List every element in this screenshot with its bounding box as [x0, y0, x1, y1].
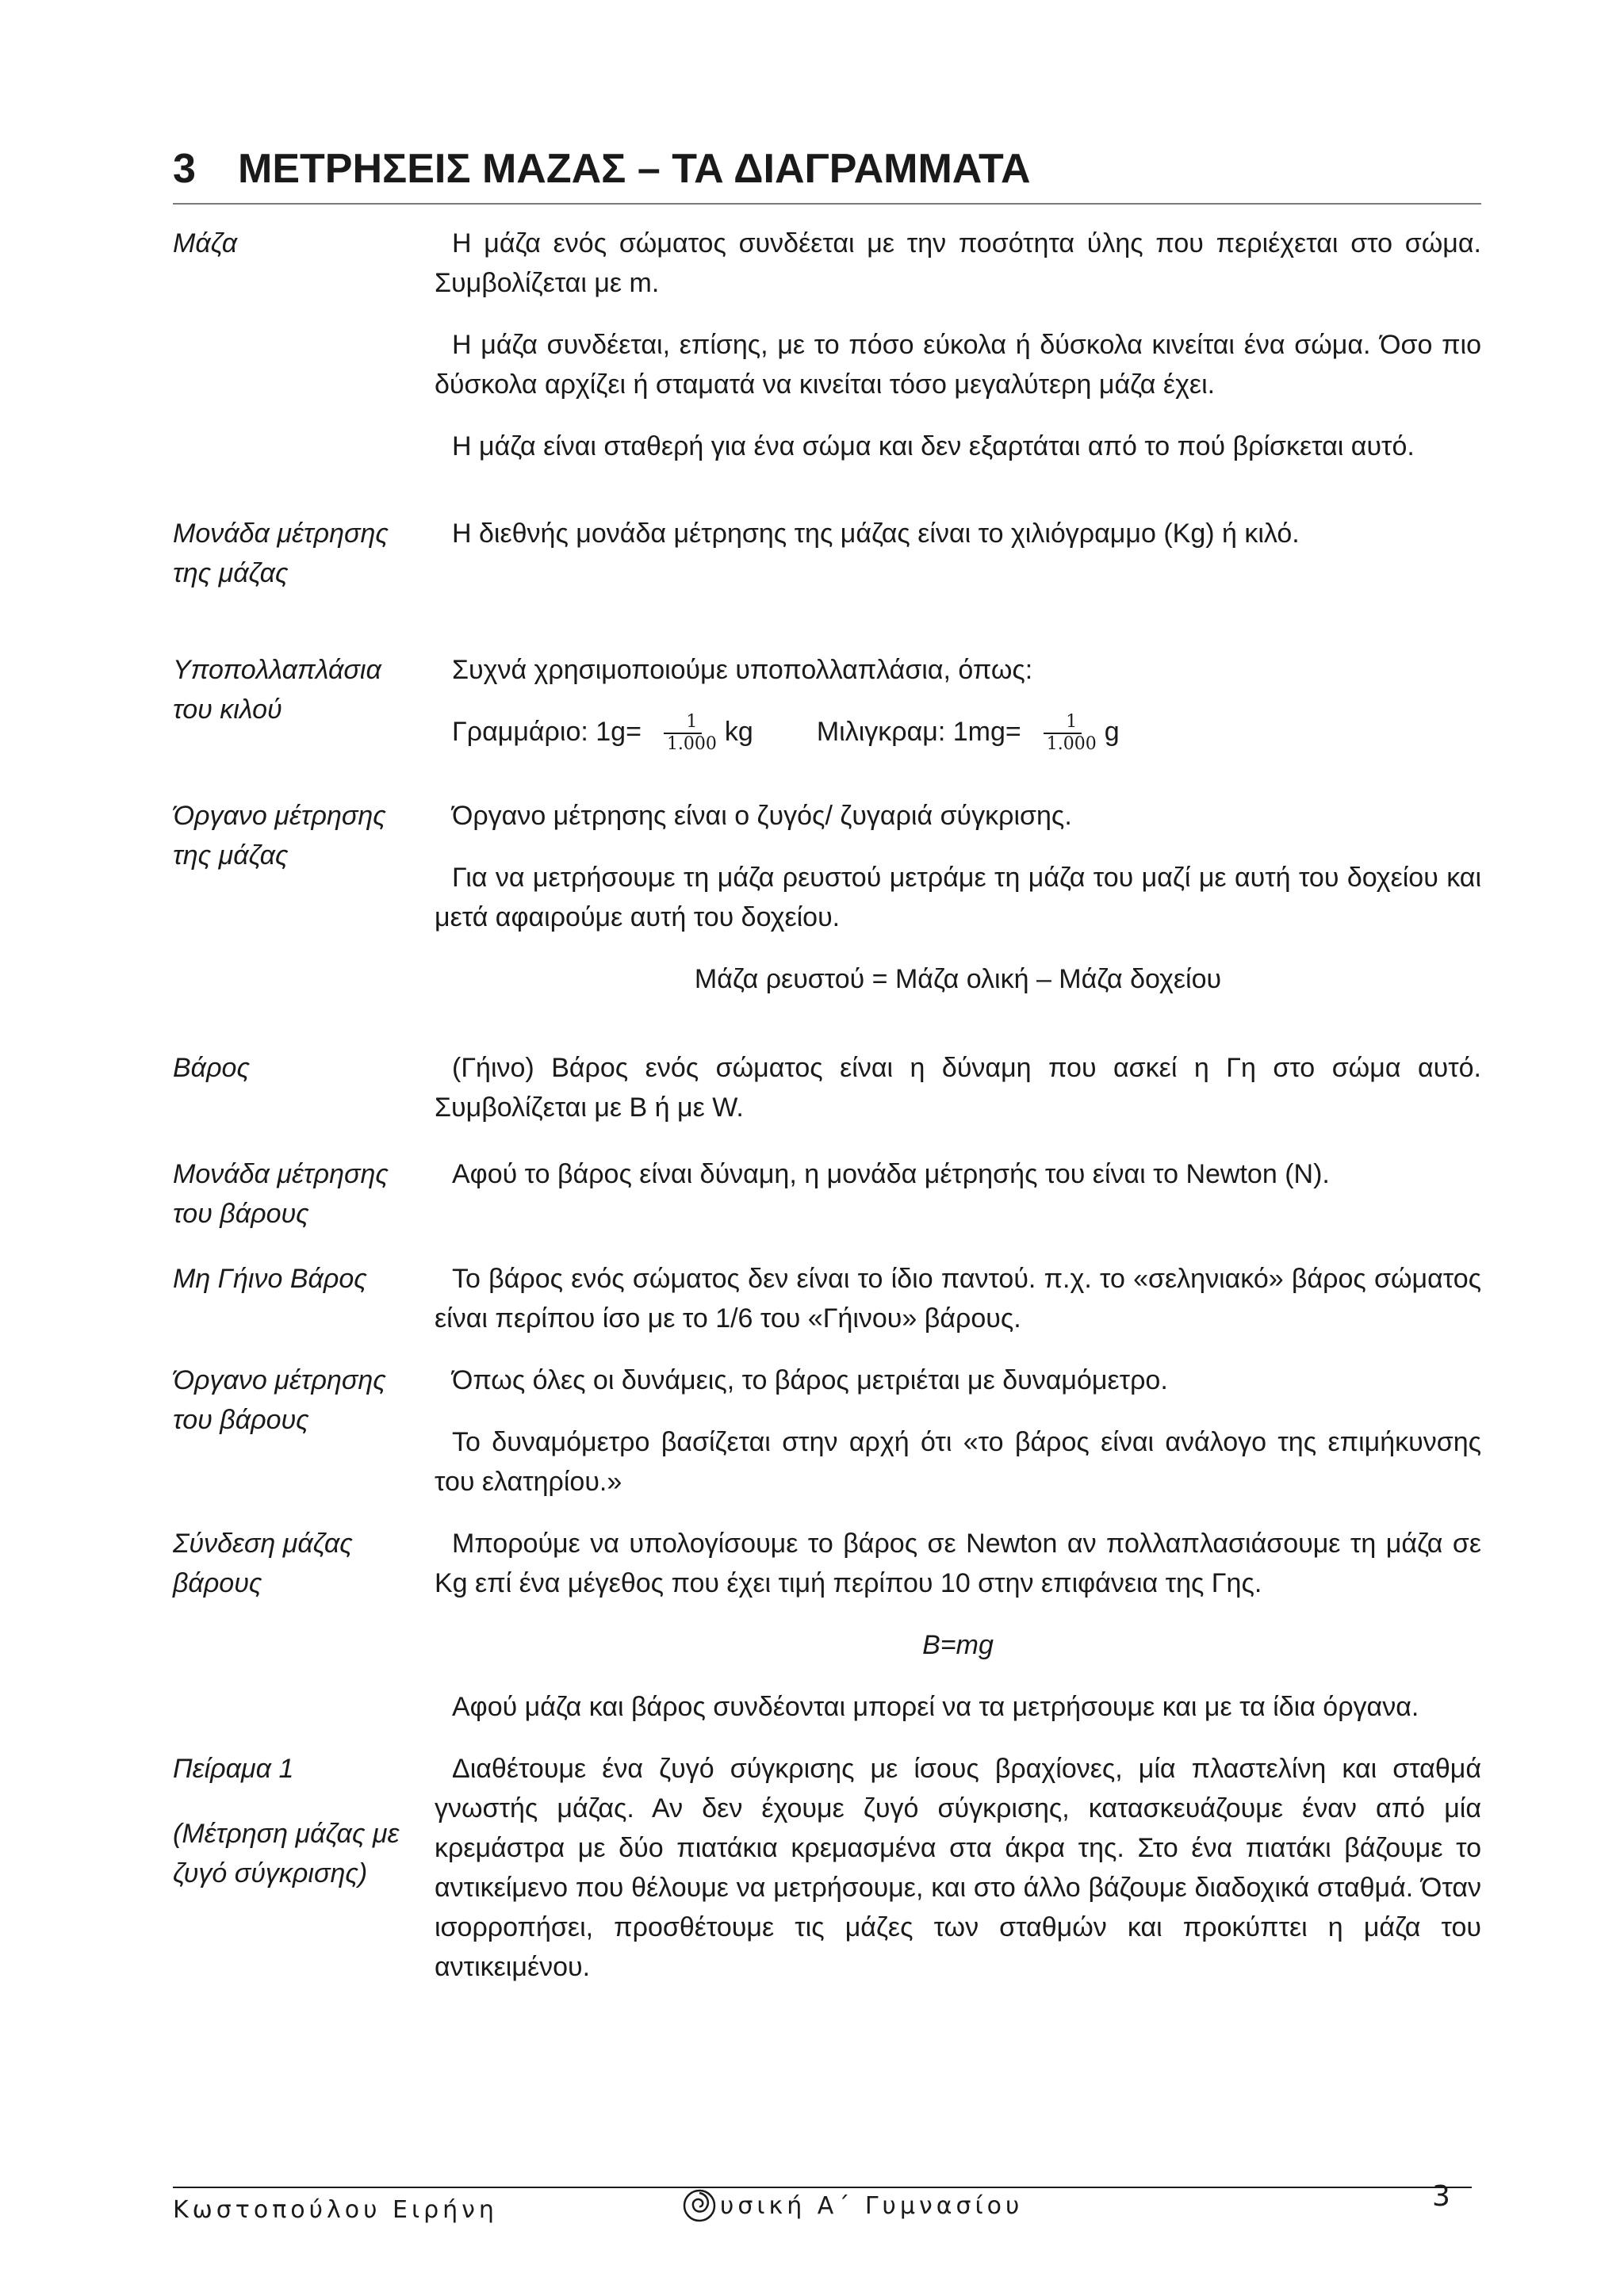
paragraph: Διαθέτουμε ένα ζυγό σύγκρισης με ίσους βραχίονες, μία πλαστελίνη και σταθμά γνωστής μάζας. Αν δεν έχουμε ζυγό σύγκρισης, κατασκευάζουμε έναν από μία κρεμάστρα με δύο πιατάκια κρεμασμένα στα άκρα της. Στο ένα πιατάκι βάζουμε το αντικείμενο που θέλουμε να μετρήσουμε, και στο άλλο βάζουμε διαδοχικά σταθμά. Όταν ισορροπήσει, προσθέτουμε τις μάζες των σταθμών και προκύπτει η μάζα του αντικειμένου. — [435, 1754, 1481, 1983]
section-weight-unit — [173, 1154, 1481, 1259]
document-body — [173, 224, 1481, 2009]
section-body — [435, 514, 1481, 618]
gram-fraction: $\frac{1}{1.000}$ — [645, 712, 722, 755]
term-label: Υποπολλαπλάσια του κιλού — [173, 655, 381, 725]
section-body — [435, 1524, 1481, 1749]
footer-author: Κωστοπούλου Ειρήνη — [173, 2196, 498, 2224]
paragraph: Το δυναμόμετρο βασίζεται στην αρχή ότι «το βάρος είναι ανάλογο της επιμήκυνσης του ελατηρίου.» — [435, 1427, 1481, 1498]
term-label: Μη Γήινο Βάρος — [173, 1264, 367, 1295]
page-title — [173, 141, 1481, 197]
conversion-line — [435, 712, 1481, 755]
section-weight-instrument — [173, 1360, 1481, 1524]
term-sublabel: (Μέτρηση μάζας με ζυγό σύγκρισης) — [173, 1819, 400, 1889]
term-label: Σύνδεση μάζας βάρους — [173, 1529, 353, 1599]
section-mass — [173, 224, 1481, 488]
paragraph: Η μάζα συνδέεται, επίσης, με το πόσο εύκολα ή δύσκολα κινείται ένα σώμα. Όσο πιο δύσκολα αρχίζει ή σταματά να κινείται τόσο μεγαλύτερη μάζα έχει. — [435, 330, 1481, 400]
section-body — [435, 1154, 1481, 1259]
section-mass-unit — [173, 514, 1481, 618]
paragraph: (Γήινο) Βάρος ενός σώματος είναι η δύναμη που ασκεί η Γη στο σώμα αυτό. Συμβολίζεται με Β ή με W. — [435, 1053, 1481, 1123]
paragraph: Για να μετρήσουμε τη μάζα ρευστού μετράμε τη μάζα του μαζί με αυτή του δοχείου και μετά αφαιρούμε αυτή του δοχείου. — [435, 863, 1481, 933]
section-body — [435, 1749, 1481, 2009]
title-divider — [173, 203, 1481, 205]
section-body — [435, 1259, 1481, 1360]
section-body — [435, 1360, 1481, 1524]
section-body — [435, 224, 1481, 488]
section-submultiples — [173, 650, 1481, 777]
term-label: Μονάδα μέτρησης της μάζας — [173, 519, 389, 588]
fluid-mass-formula: Μάζα ρευστού = Μάζα ολική – Μάζα δοχείου — [694, 964, 1222, 995]
spiral-phi-icon — [682, 2188, 717, 2223]
paragraph: Η μάζα ενός σώματος συνδέεται με την ποσότητα ύλης που περιέχεται στο σώμα. Συμβολίζεται με m. — [435, 228, 1481, 298]
section-mass-weight-link — [173, 1524, 1481, 1749]
paragraph: Αφού μάζα και βάρος συνδέονται μπορεί να τα μετρήσουμε και με τα ίδια όργανα. — [452, 1692, 1419, 1723]
paragraph: Συχνά χρησιμοποιούμε υποπολλαπλάσια, όπως: — [452, 655, 1033, 685]
term-label: Μονάδα μέτρησης του βάρους — [173, 1159, 389, 1230]
paragraph: Όπως όλες οι δυνάμεις, το βάρος μετριέται με δυναμόμετρο. — [452, 1365, 1168, 1396]
term-label: Όργανο μέτρησης της μάζας — [173, 801, 386, 871]
section-non-earth-weight — [173, 1259, 1481, 1360]
term-label: Πείραμα 1 (Μέτρηση μάζας με ζυγό σύγκρισης) — [173, 1749, 435, 2009]
paragraph: Μπορούμε να υπολογίσουμε το βάρος σε Newton αν πολλαπλασιάσουμε τη μάζα σε Kg επί ένα μέγεθος που έχει τιμή περίπου 10 στην επιφάνεια της Γης. — [435, 1529, 1481, 1599]
gram-label: Γραμμάριο: 1g= — [452, 717, 642, 747]
paragraph: Η διεθνής μονάδα μέτρησης της μάζας είναι το χιλιόγραμμο (Kg) ή κιλό. — [452, 519, 1300, 549]
page-number: 3 — [1432, 2180, 1450, 2213]
section-weight — [173, 1048, 1481, 1150]
term-label: Βάρος — [173, 1053, 250, 1084]
term-label: Όργανο μέτρησης του βάρους — [173, 1365, 386, 1436]
mg-label: Μιλιγκραμ: 1mg= — [816, 717, 1021, 747]
paragraph: Το βάρος ενός σώματος δεν είναι το ίδιο παντού. π.χ. το «σεληνιακό» βάρος σώματος είναι περίπου ίσο με το 1/6 του «Γήινου» βάρους. — [435, 1264, 1481, 1334]
course-title: υσική Α΄ Γυμνασίου — [720, 2191, 1024, 2220]
footer-course — [682, 2188, 1023, 2223]
chapter-number: 3 — [173, 146, 196, 192]
section-body — [435, 796, 1481, 1021]
section-experiment-1 — [173, 1749, 1481, 2009]
paragraph: Η μάζα είναι σταθερή για ένα σώμα και δεν εξαρτάται από το πού βρίσκεται αυτό. — [452, 431, 1415, 461]
mg-fraction: $\frac{1}{1.000}$ — [1025, 712, 1101, 755]
chapter-title: ΜΕΤΡΗΣΕΙΣ ΜΑΖΑΣ – ΤΑ ΔΙΑΓΡΑΜΜΑΤΑ — [238, 146, 1031, 192]
gram-unit: kg — [724, 717, 753, 747]
term-label: Μάζα — [173, 228, 238, 258]
section-mass-instrument — [173, 796, 1481, 1021]
weight-formula: B=mg — [922, 1630, 994, 1661]
mg-unit: g — [1104, 717, 1120, 747]
paragraph: Όργανο μέτρησης είναι ο ζυγός/ ζυγαριά σύγκρισης. — [452, 801, 1072, 832]
section-body — [435, 650, 1481, 777]
section-body — [435, 1048, 1481, 1150]
paragraph: Αφού το βάρος είναι δύναμη, η μονάδα μέτρησής του είναι το Newton (N). — [452, 1159, 1330, 1190]
